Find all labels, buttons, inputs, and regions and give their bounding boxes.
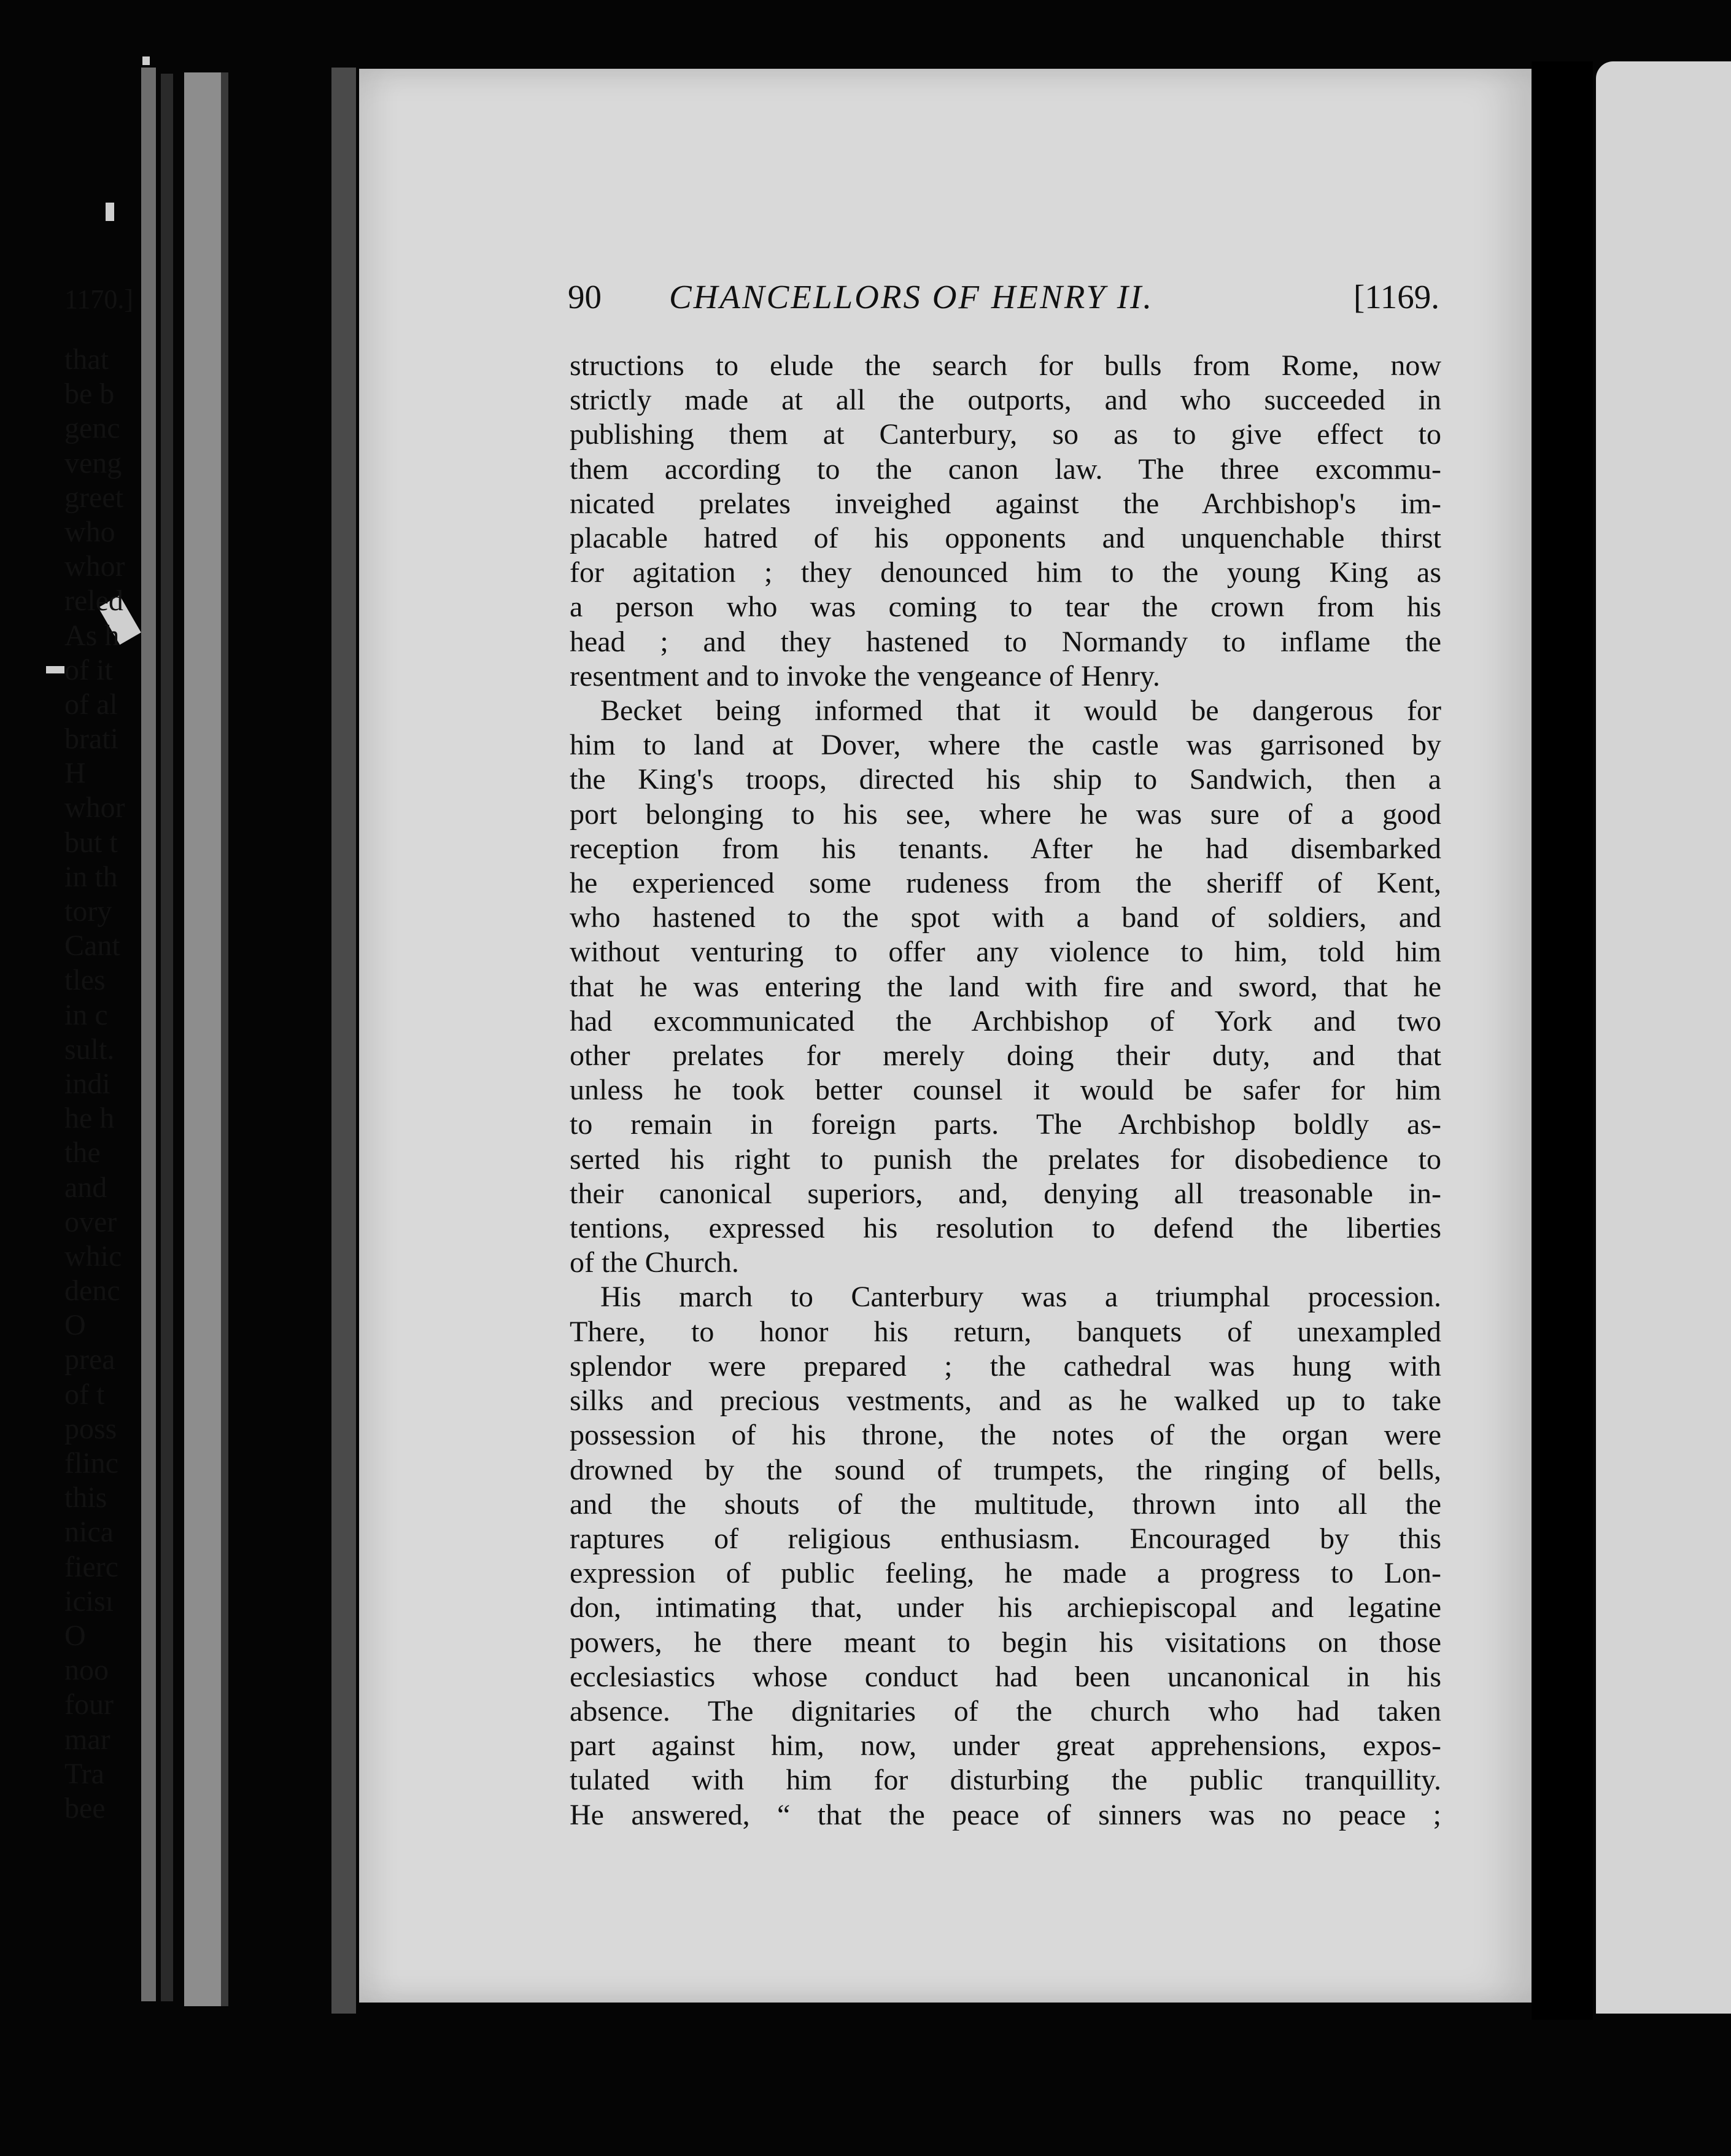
facing-text-line: prea [64,1343,115,1376]
text-line: tulated with him for disturbing the public tranquillity. [570,1764,1441,1797]
book-page-edges [141,68,156,2001]
text-line: publishing them at Canterbury, so as to give effect to [570,418,1441,451]
text-line: who hastened to the spot with a band of soldiers, and [570,901,1441,934]
text-line: that he was entering the land with fire and sword, that he [570,970,1441,1003]
paragraph [570,1280,1441,1832]
text-line: a person who was coming to tear the crown from his [570,591,1441,624]
facing-text-line: whic [64,1239,122,1273]
book-page-edges [184,72,221,2006]
book-page-edges [161,74,173,2001]
facing-text-line: genc [64,412,120,445]
facing-text-line: O [64,1619,86,1652]
text-line: There, to honor his return, banquets of unexampled [570,1315,1441,1348]
facing-text-line: nica [64,1516,114,1549]
facing-text-line: tory [64,895,112,928]
facing-page-text [64,343,125,1826]
facing-text-line: four [64,1688,114,1721]
text-line: expression of public feeling, he made a progress to Lon- [570,1557,1441,1590]
text-line: don, intimating that, under his archiepiscopal and legatine [570,1591,1441,1624]
text-line: powers, he there meant to begin his visitations on those [570,1626,1441,1659]
facing-text-line: that [64,343,109,376]
text-line: other prelates for merely doing their duty, and that [570,1039,1441,1072]
text-line: of the Church. [570,1246,739,1279]
text-line: possession of his throne, the notes of the organ were [570,1419,1441,1452]
facing-text-line: O [64,1309,86,1342]
text-line: raptures of religious enthusiasm. Encouraged by this [570,1522,1441,1555]
text-line: absence. The dignitaries of the church who had taken [570,1694,1441,1728]
facing-text-line: flinc [64,1447,118,1479]
text-line: placable hatred of his opponents and unquenchable thirst [570,522,1441,555]
facing-page-header: 1170.] [64,284,134,314]
facing-text-line: he h [64,1102,115,1135]
text-line: nicated prelates inveighed against the Archbishop's im- [570,487,1441,520]
facing-text-line: and [64,1171,107,1204]
facing-text-line: Cant [64,929,120,963]
facing-text-line: whor [64,791,125,824]
text-line: without venturing to offer any violence to him, told him [570,936,1441,969]
running-head: CHANCELLORS OF HENRY II. [669,278,1154,316]
text-line: reception from his tenants. After he had disembarked [570,832,1441,865]
text-line: unless he took better counsel it would be safer for him [570,1074,1441,1107]
text-line: ecclesiastics whose conduct had been uncanonical in his [570,1660,1441,1693]
book-page-edges [331,68,356,2014]
facing-text-line: indi [64,1067,110,1100]
text-line: him to land at Dover, where the castle was garrisoned by [570,729,1441,762]
text-line: He answered, “ that the peace of sinners was no peace ; [570,1798,1441,1831]
text-line: the King's troops, directed his ship to Sandwich, then a [570,763,1441,796]
text-line: them according to the canon law. The three excommu- [570,452,1441,486]
facing-text-line: in c [64,998,108,1031]
text-line: structions to elude the search for bulls from Rome, now [570,349,1441,382]
text-line: for agitation ; they denounced him to the young King as [570,556,1441,589]
text-line: head ; and they hastened to Normandy to inflame the [570,625,1441,658]
facing-text-line: veng [64,446,122,479]
facing-text-line: greet [64,481,123,514]
facing-text-line: Tra [64,1757,104,1790]
facing-text-line: in th [64,860,118,893]
text-line: silks and precious vestments, and as he walked up to take [570,1384,1441,1417]
header-year: [1169. [1353,278,1439,316]
facing-text-line: mar [64,1723,110,1756]
book-page-edges [221,72,228,2006]
text-line: resentment and to invoke the vengeance of Henry. [570,659,1160,692]
facing-text-line: noo [64,1654,109,1687]
facing-text-line: but t [64,826,118,859]
text-line: he experienced some rudeness from the sheriff of Kent, [570,867,1441,900]
facing-text-line: the [64,1136,101,1169]
facing-text-line: denc [64,1274,120,1308]
text-line: strictly made at all the outports, and who succeeded in [570,384,1441,417]
facing-text-line: poss [64,1412,117,1445]
body-text [570,349,1441,1832]
scan-speck [142,56,150,65]
page-header [568,277,1439,325]
facing-text-line: fierc [64,1550,118,1583]
text-line: port belonging to his see, where he was sure of a good [570,797,1441,831]
facing-text-line: H [64,757,86,790]
facing-page [1596,61,1731,2014]
facing-text-line: reled [64,584,123,618]
text-line: had excommunicated the Archbishop of York and two [570,1004,1441,1037]
scan-speck [46,666,64,673]
facing-text-line: of it [64,653,113,686]
facing-text-line: icisı [64,1584,114,1618]
facing-text-line: who [64,515,115,548]
facing-text-line: brati [64,723,118,756]
facing-text-line: As h [64,619,120,652]
text-line: to remain in foreign parts. The Archbishop boldly as- [570,1108,1441,1141]
text-line: splendor were prepared ; the cathedral was hung with [570,1349,1441,1382]
text-line: drowned by the sound of trumpets, the ringing of bells, [570,1453,1441,1486]
book-gutter [1532,61,1593,2020]
text-line: His march to Canterbury was a triumphal procession. [600,1281,1441,1314]
facing-text-line: be b [64,378,115,411]
facing-text-line: tles [64,964,106,997]
facing-text-line: of t [64,1378,105,1411]
facing-text-line: whor [64,550,125,583]
scan-speck [106,203,114,221]
text-line: Becket being informed that it would be dangerous for [600,694,1441,727]
text-line: tentions, expressed his resolution to defend the liberties [570,1212,1441,1245]
facing-text-line: of al [64,688,118,721]
text-line: part against him, now, under great apprehensions, expos- [570,1729,1441,1762]
text-line: their canonical superiors, and, denying all treasonable in- [570,1177,1441,1210]
facing-text-line: bee [64,1791,106,1824]
paragraph [570,349,1441,694]
text-line: and the shouts of the multitude, thrown into all the [570,1487,1441,1521]
facing-text-line: over [64,1205,117,1238]
paragraph [570,694,1441,1280]
facing-text-line: sult. [64,1033,115,1066]
text-line: serted his right to punish the prelates for disobedience to [570,1142,1441,1176]
page-number: 90 [568,278,602,316]
facing-text-line: this [64,1481,107,1514]
